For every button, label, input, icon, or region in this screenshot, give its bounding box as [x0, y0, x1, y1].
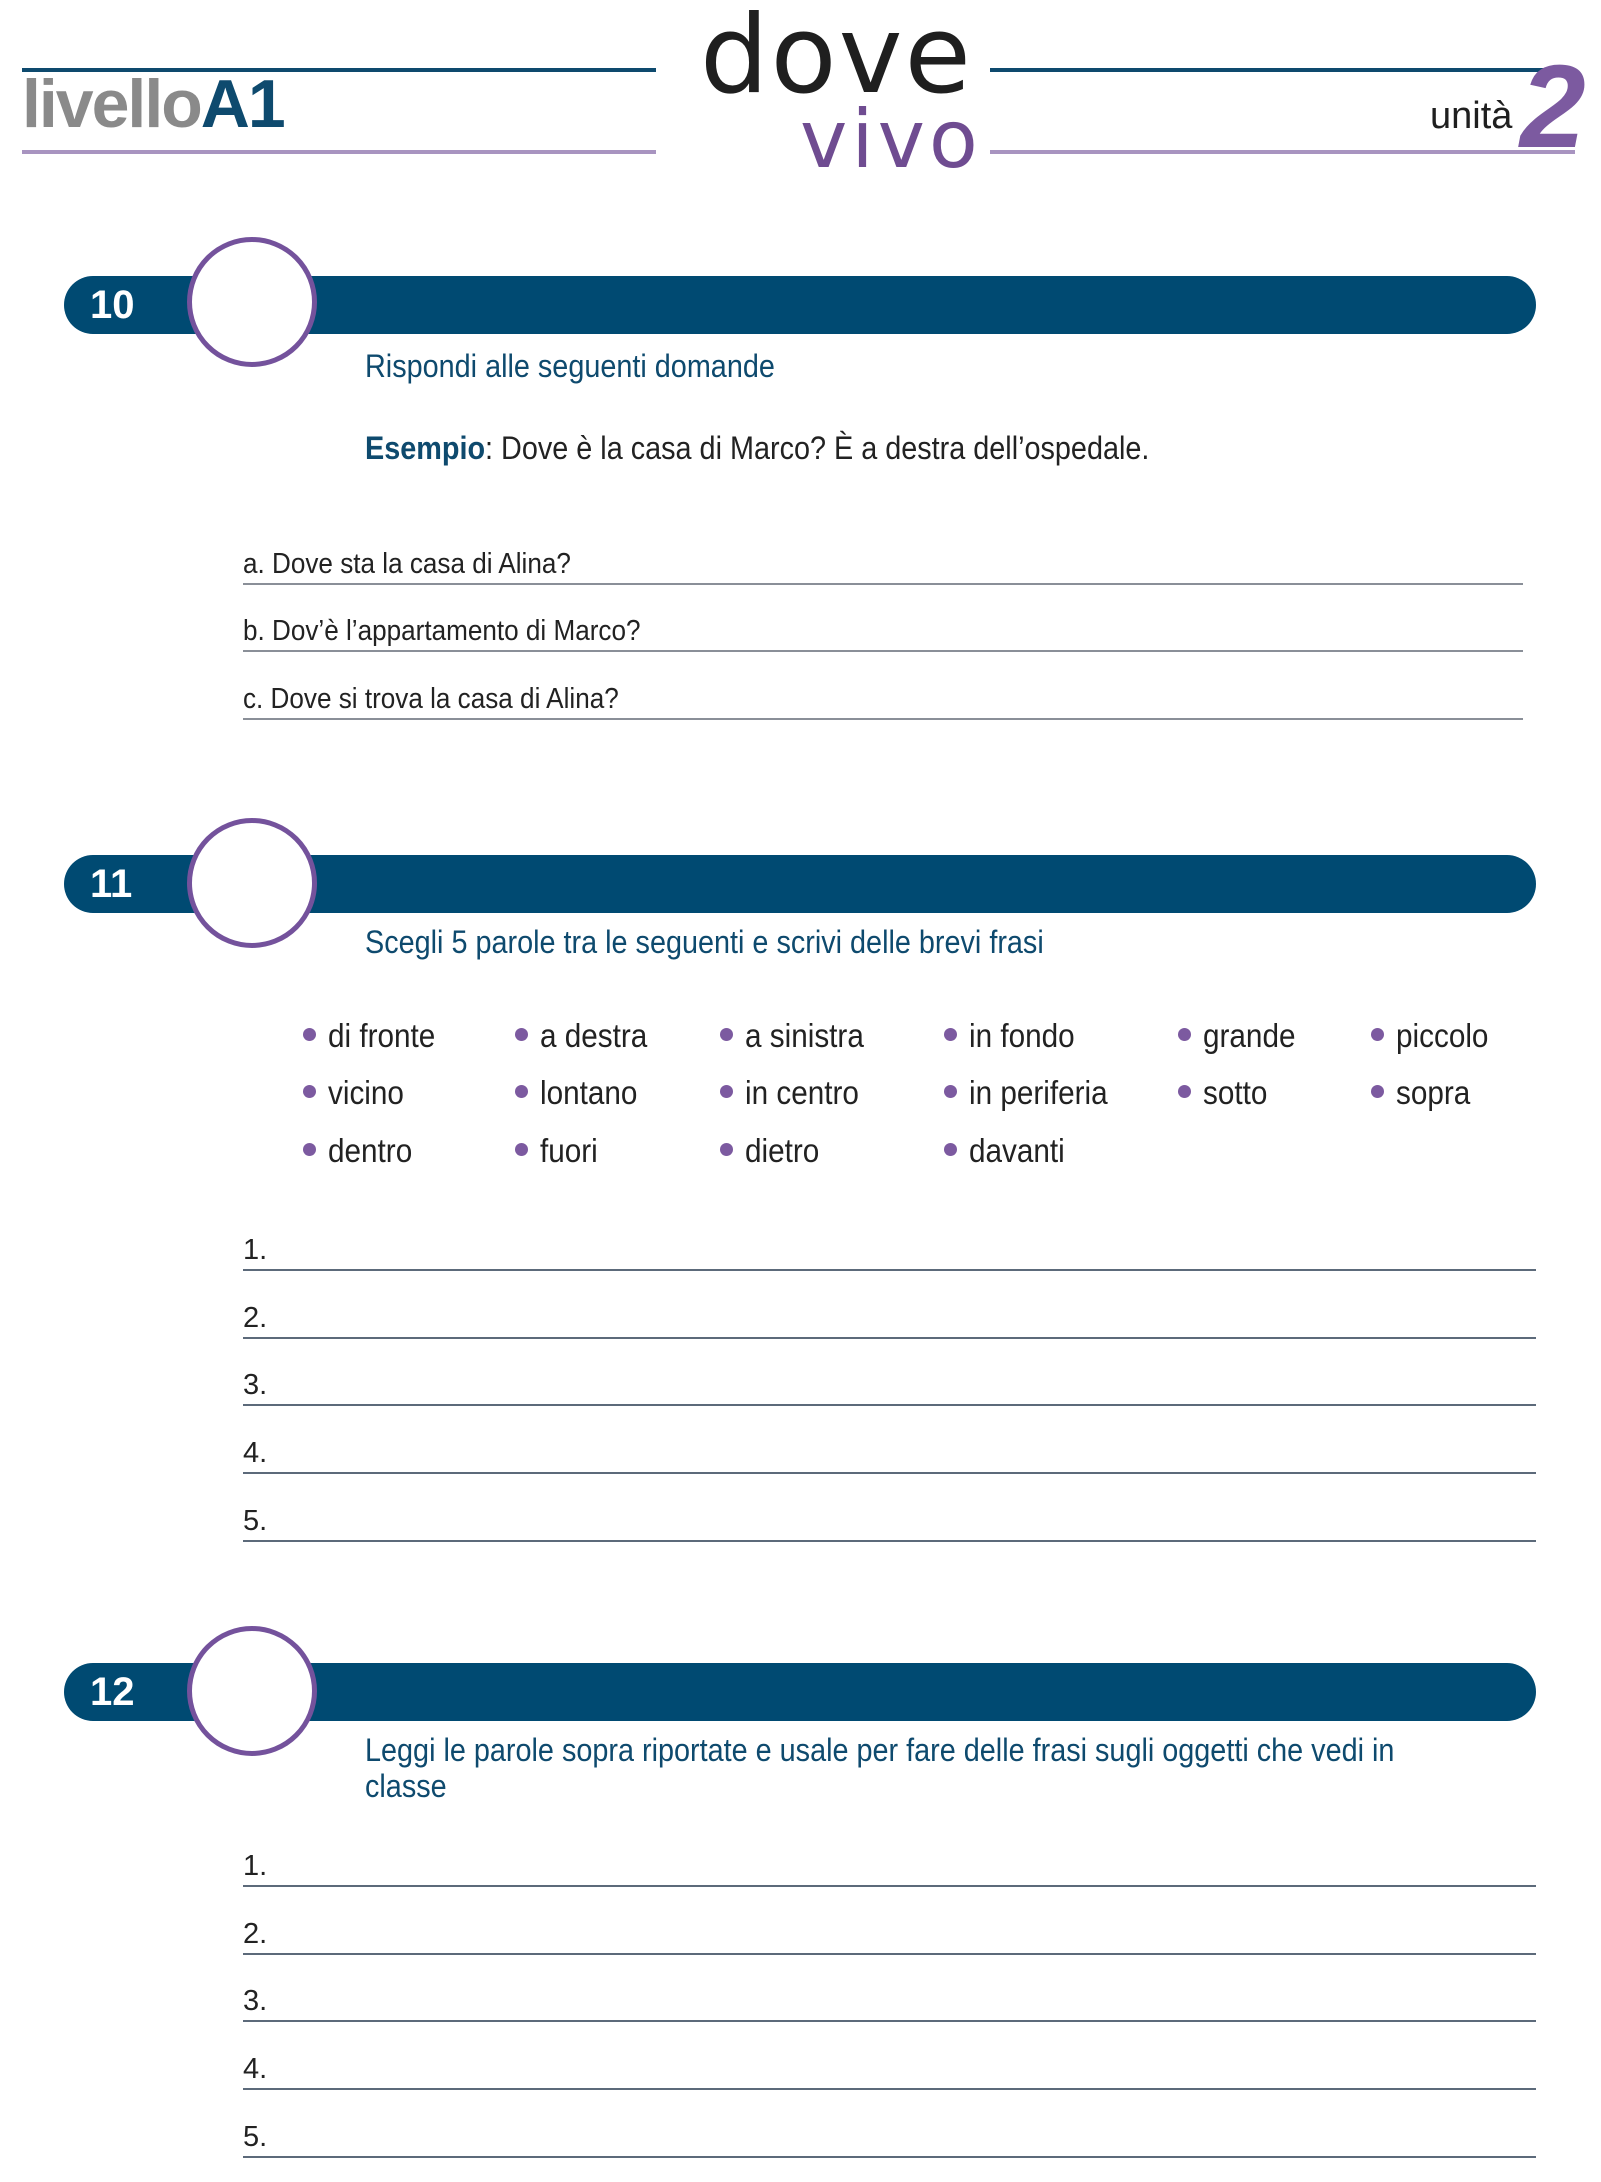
word-item: sotto: [1178, 1075, 1275, 1111]
word-item: dietro: [720, 1133, 828, 1169]
example-text: : Dove è la casa di Marco? È a destra dell’ospedale.: [485, 430, 1150, 466]
level-label: [22, 66, 284, 142]
answer-line-12-4[interactable]: 4.: [243, 2052, 1536, 2090]
word-item: davanti: [944, 1133, 1075, 1169]
answer-line-12-2[interactable]: 2.: [243, 1917, 1536, 1955]
answer-line-11-5[interactable]: 5.: [243, 1504, 1536, 1542]
answer-line-12-1[interactable]: 1.: [243, 1849, 1536, 1887]
bullet-icon: [944, 1143, 957, 1156]
header-rule-right-blue: [990, 68, 1575, 72]
question-a-text: a. Dove sta la casa di Alina?: [243, 548, 571, 580]
bullet-icon: [303, 1085, 316, 1098]
word-item: dentro: [303, 1133, 422, 1169]
word-item: piccolo: [1371, 1018, 1499, 1054]
logo-dove: dove: [700, 0, 973, 118]
word-item: vicino: [303, 1075, 412, 1111]
word-item: grande: [1178, 1018, 1306, 1054]
level-prefix: livello: [22, 66, 201, 142]
header-rule-right-purple: [990, 150, 1575, 154]
word-item: sopra: [1371, 1075, 1479, 1111]
word-item: di fronte: [303, 1018, 447, 1054]
bullet-icon: [515, 1085, 528, 1098]
logo-vivo: vivo: [800, 93, 982, 186]
example-label: Esempio: [365, 430, 486, 466]
bullet-icon: [1371, 1085, 1384, 1098]
answer-line-11-4[interactable]: 4.: [243, 1436, 1536, 1474]
word-item: in periferia: [944, 1075, 1123, 1111]
bullet-icon: [1178, 1085, 1191, 1098]
word-item: a destra: [515, 1018, 659, 1054]
answer-line-11-1[interactable]: 1.: [243, 1233, 1536, 1271]
answer-line-11-2[interactable]: 2.: [243, 1301, 1536, 1339]
question-line-b[interactable]: [243, 614, 1523, 652]
exercise-10-number: 10: [90, 283, 135, 327]
bullet-icon: [515, 1028, 528, 1041]
exercise-12-icon-circle: [187, 1626, 317, 1756]
question-b-text: b. Dov’è l’appartamento di Marco?: [243, 615, 641, 647]
word-item: lontano: [515, 1075, 648, 1111]
exercise-10-instruction: Rispondi alle seguenti domande: [365, 348, 775, 384]
answer-line-12-5[interactable]: 5.: [243, 2120, 1536, 2158]
bullet-icon: [1371, 1028, 1384, 1041]
bullet-icon: [303, 1028, 316, 1041]
word-item: fuori: [515, 1133, 604, 1169]
answer-line-12-3[interactable]: 3.: [243, 1984, 1536, 2022]
bullet-icon: [720, 1143, 733, 1156]
bullet-icon: [944, 1085, 957, 1098]
question-line-c[interactable]: [243, 682, 1523, 720]
bullet-icon: [515, 1143, 528, 1156]
level-code: A1: [200, 66, 284, 142]
exercise-12-number: 12: [90, 1670, 135, 1714]
exercise-12-instruction: Leggi le parole sopra riportate e usale per fare delle frasi sugli oggetti che vedi in classe: [365, 1732, 1395, 1804]
question-line-a[interactable]: [243, 547, 1523, 585]
word-item: in fondo: [944, 1018, 1086, 1054]
bullet-icon: [303, 1143, 316, 1156]
exercise-11-number: 11: [90, 862, 133, 906]
bullet-icon: [1178, 1028, 1191, 1041]
word-item: in centro: [720, 1075, 872, 1111]
unit-label: unità: [1430, 95, 1513, 137]
exercise-11-instruction: Scegli 5 parole tra le seguenti e scrivi delle brevi frasi: [365, 924, 1044, 960]
question-c-text: c. Dove si trova la casa di Alina?: [243, 683, 619, 715]
bullet-icon: [720, 1028, 733, 1041]
word-item: a sinistra: [720, 1018, 877, 1054]
exercise-11-icon-circle: [187, 818, 317, 948]
exercise-10-example: [365, 430, 1149, 466]
bullet-icon: [720, 1085, 733, 1098]
answer-line-11-3[interactable]: 3.: [243, 1368, 1536, 1406]
bullet-icon: [944, 1028, 957, 1041]
unit-number: 2: [1520, 41, 1586, 173]
header-rule-left-purple: [22, 150, 656, 154]
exercise-10-icon-circle: [187, 237, 317, 367]
